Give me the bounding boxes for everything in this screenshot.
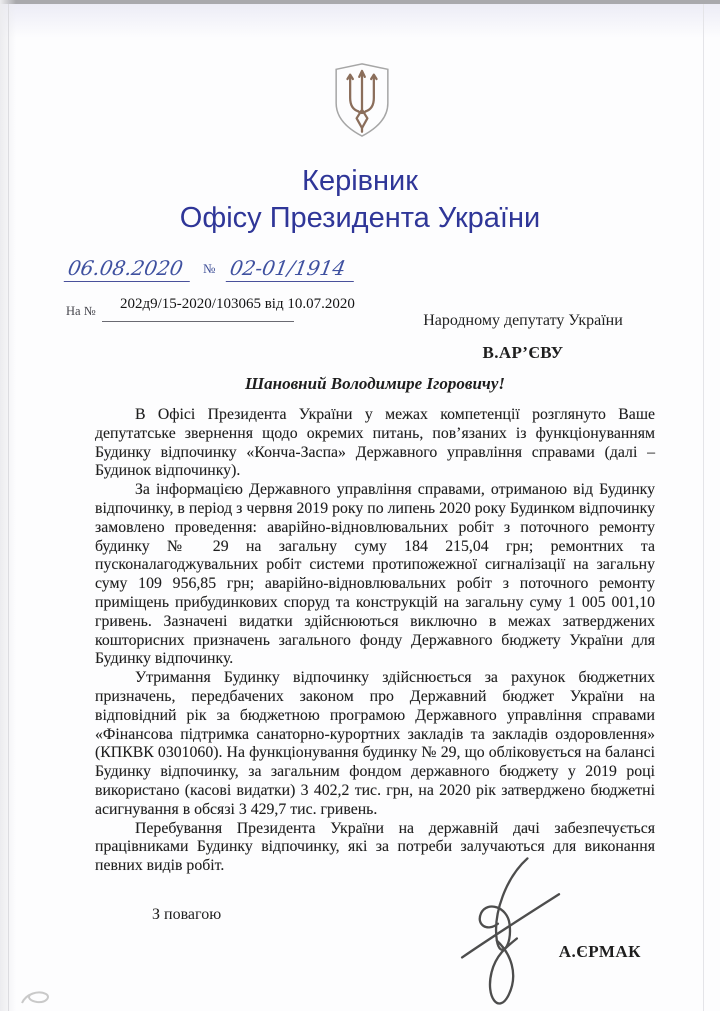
trident-emblem-icon xyxy=(334,62,390,138)
scan-artifact-mark xyxy=(18,986,56,1010)
letterhead-title xyxy=(0,163,720,237)
scan-edge-right-line xyxy=(703,4,704,1011)
outgoing-date-handwritten: 06.08.2020 xyxy=(64,256,195,282)
body-paragraph: Утримання Будинку відпочинку здійснюється за рахунок бюджетних призначень, передбачених законом про Державний бюджет України на відповідний рік за бюджетною програмою Державного управління справами «Фінансова підтримка санаторно-курортних закладів та закладів оздоровлення» (КПКВК 0301060). На функціонування будинку № 29, що обліковується на балансі Будинку відпочинку, за загальним фондом державного бюджету у 2019 році використано (касові видатки) 3 402,2 тис. грн, на 2020 рік затверджено бюджетні асигнування в обсязі 3 429,7 тис. гривень. xyxy=(95,669,655,818)
signer-name: А.ЄРМАК xyxy=(558,941,641,961)
body-paragraph: Перебування Президента України на державній дачі забезпечується працівниками Будинку відпочинку, які за потреби залучаються для виконання певних видів робіт. xyxy=(95,819,655,875)
reply-underline xyxy=(102,321,294,322)
addressee-block xyxy=(403,312,643,363)
scan-edge-left-line xyxy=(8,4,9,1011)
reply-to-label: На № xyxy=(66,304,96,318)
addressee-role: Народному депутату України xyxy=(423,312,623,329)
incoming-reference: 202д9/15-2020/103065 від 10.07.2020 xyxy=(120,296,355,312)
body-paragraph: За інформацією Державного управління справами, отриманою від Будинку відпочинку, в період з червня 2019 року по липень 2020 року Будинком відпочинку замовлено проведення: аварійно-відновлювальних робіт з поточного ремонту будинку № 29 на загальну суму 184 215,04 грн; ремонтних та пусконалагоджувальних робіт системи протипожежної сигналізації на загальну суму 109 956,85 грн; аварійно-відновлювальних робіт з поточного ремонту приміщень прибудинкових споруд та конструкцій на загальну суму 1 005 001,10 гривень. Зазначені видатки здійснюються виключно в межах затверджених кошторисних призначень загального фонду Державного бюджету України для Будинку відпочинку. xyxy=(95,481,655,668)
body-paragraph: В Офісі Президента України у межах компетенції розглянуто Ваше депутатське звернення щодо окремих питань, пов’язаних із функціонуванням Будинку відпочинку «Конча-Заспа» Державного управління справами (далі – Будинок відпочинку). xyxy=(95,406,655,480)
addressee-name: В.АР’ЄВУ xyxy=(482,343,564,362)
outgoing-number-handwritten: 02-01/1914 xyxy=(226,256,359,282)
incoming-reference-row xyxy=(66,294,426,324)
salutation: Шановний Володимире Ігоровичу! xyxy=(245,374,505,393)
letterhead-title-line1: Керівник xyxy=(302,165,418,197)
number-sign: № xyxy=(203,261,216,276)
letterhead-title-line2: Офісу Президента України xyxy=(179,202,541,234)
outgoing-reference-row xyxy=(66,256,406,282)
signature-icon xyxy=(432,850,607,1008)
valediction: З повагою xyxy=(152,905,222,923)
scan-tint-band xyxy=(0,4,720,38)
